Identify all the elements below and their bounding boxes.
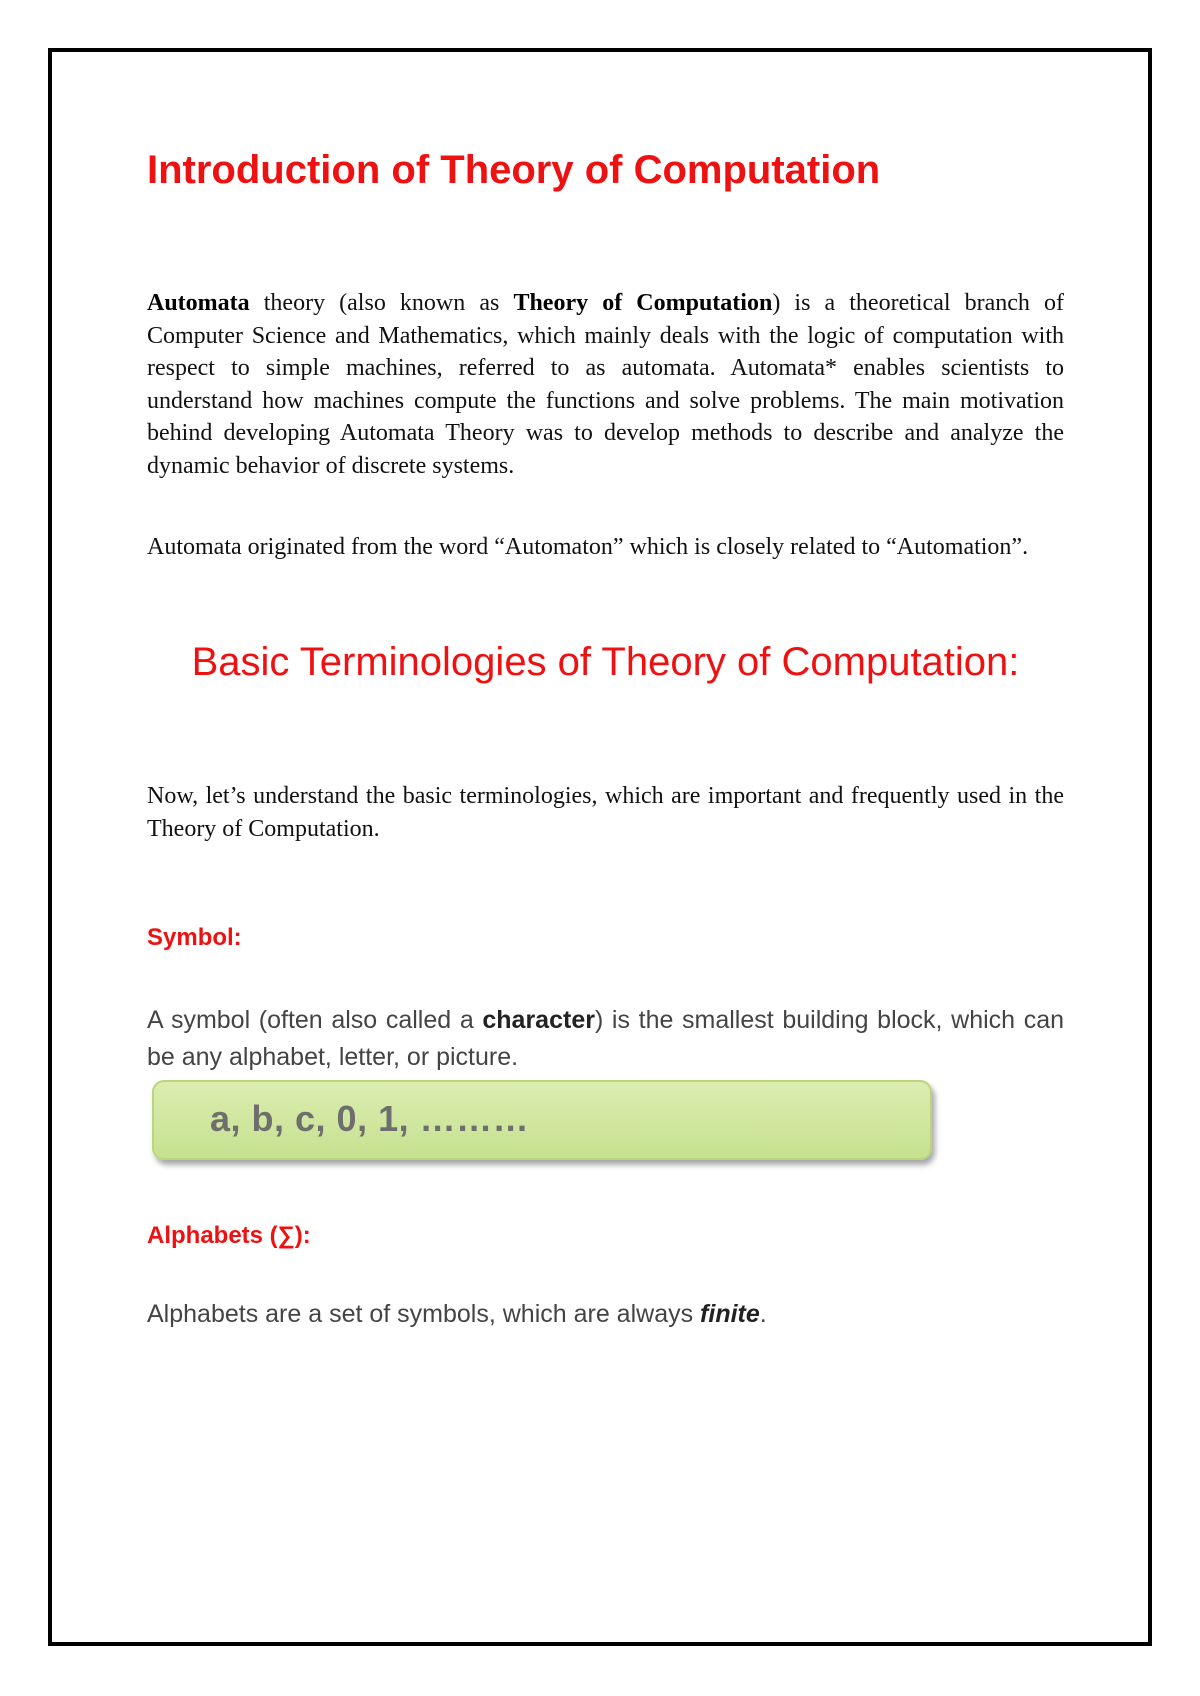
symbol-text-pre: A symbol (often also called a: [147, 1006, 483, 1034]
intro-bold-automata: Automata: [147, 290, 250, 316]
intro-bold-toc: Theory of Computation: [513, 290, 773, 316]
symbol-example-text: a, b, c, 0, 1, ………: [210, 1098, 530, 1139]
alphabets-text-pre: Alphabets are a set of symbols, which are always: [147, 1300, 701, 1328]
alphabets-heading: Alphabets (∑):: [147, 1222, 311, 1249]
terms-intro-paragraph: Now, let’s understand the basic terminologies, which are important and frequently used in the Theory of Computation.: [147, 783, 1064, 842]
origin-paragraph: Automata originated from the word “Automaton” which is closely related to “Automation”.: [147, 534, 1029, 560]
symbol-text-post: ) is the smallest building block, which can be any alphabet, letter, or picture.: [147, 1006, 1065, 1071]
symbol-heading: Symbol:: [147, 924, 242, 951]
alphabets-text-em: finite: [700, 1300, 760, 1328]
symbol-example-box: [152, 1080, 932, 1160]
intro-paragraph: [147, 287, 1064, 482]
symbol-text-bold: character: [482, 1006, 595, 1034]
section-heading: Basic Terminologies of Theory of Computation:: [191, 640, 1020, 684]
alphabets-description: [147, 1296, 1064, 1333]
page-title: Introduction of Theory of Computation: [147, 148, 881, 192]
alphabets-text-post: .: [759, 1300, 767, 1328]
intro-text-1: theory (also known as: [249, 290, 514, 316]
intro-text-2: ) is a theoretical branch of Computer Science and Mathematics, which mainly deals with the logic of computation with respect to simple machines, referred to as automata. Automata* enables scientists to understand how machines compute the functions and solve problems. The main motivation behind developing Automata Theory was to develop methods to describe and analyze the dynamic behavior of discrete systems.: [147, 290, 1065, 479]
symbol-description: [147, 1002, 1064, 1076]
